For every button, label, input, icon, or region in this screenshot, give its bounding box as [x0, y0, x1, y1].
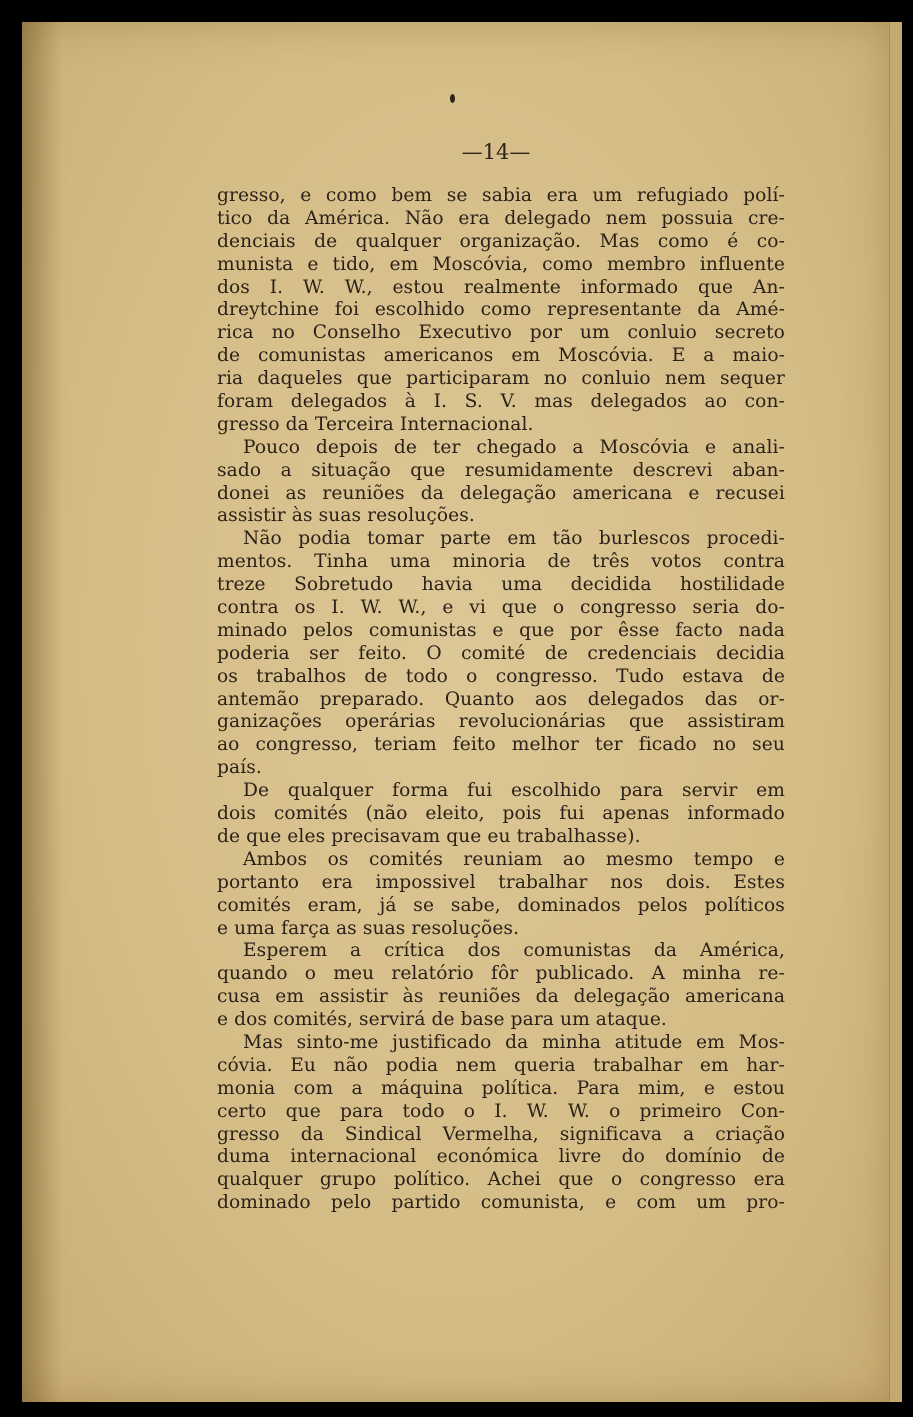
text-line: os trabalhos de todo o congresso. Tudo estava de — [217, 665, 785, 687]
text-line: donei as reuniões da delegação americana e recusei — [217, 482, 785, 504]
text-line: assistir às suas resoluções. — [217, 505, 475, 527]
text-line: contra os I. W. W., e vi que o congresso seria do- — [217, 597, 785, 619]
text-line: dois comités (não eleito, pois fui apenas informado — [217, 803, 785, 825]
text-line: sado a situação que resumidamente descrevi aban- — [217, 459, 785, 481]
text-line: dominado pelo partido comunista, e com um pro- — [217, 1192, 785, 1214]
text-line: Mas sinto-me justificado da minha atitude em Mos- — [243, 1031, 785, 1053]
text-line: cusa em assistir às reuniões da delegação americana — [217, 986, 785, 1008]
text-line: mentos. Tinha uma minoria de três votos contra — [217, 551, 785, 573]
text-line: cóvia. Eu não podia nem queria trabalhar em har- — [217, 1054, 785, 1076]
text-line: comités eram, já se sabe, dominados pelos políticos — [217, 894, 785, 916]
text-line: De qualquer forma fui escolhido para servir em — [243, 780, 785, 802]
text-line: ria daqueles que participaram no conluio nem sequer — [217, 368, 785, 390]
text-line: tico da América. Não era delegado nem possuia cre- — [217, 207, 785, 229]
text-line: dreytchine foi escolhido como representante da Amé- — [217, 299, 785, 321]
text-line: dos I. W. W., estou realmente informado que An- — [217, 276, 785, 298]
text-line: Esperem a crítica dos comunistas da América, — [243, 940, 785, 962]
text-line: denciais de qualquer organização. Mas como é co- — [217, 230, 785, 252]
text-line: munista e tido, em Moscóvia, como membro influente — [217, 253, 785, 275]
text-line: poderia ser feito. O comité de credenciais decidia — [217, 642, 785, 664]
text-line: gresso da Terceira Internacional. — [217, 413, 534, 435]
text-line: antemão preparado. Quanto aos delegados das or- — [217, 688, 785, 710]
text-line: portanto era impossivel trabalhar nos dois. Estes — [217, 871, 785, 893]
text-line: e dos comités, servirá de base para um ataque. — [217, 1009, 667, 1031]
text-line: quando o meu relatório fôr publicado. A minha re- — [217, 963, 785, 985]
text-line: gresso, e como bem se sabia era um refugiado polí- — [217, 185, 785, 206]
text-line: ganizações operárias revolucionárias que assistiram — [217, 711, 785, 733]
text-line: qualquer grupo político. Achei que o congresso era — [217, 1169, 785, 1191]
text-line: gresso da Sindical Vermelha, significava a criação — [217, 1123, 785, 1145]
text-line: rica no Conselho Executivo por um conluio secreto — [217, 322, 785, 344]
spine-shadow — [22, 22, 62, 1402]
text-line: e uma farça as suas resoluções. — [217, 917, 520, 939]
text-line: minado pelos comunistas e que por êsse facto nada — [217, 619, 785, 641]
body-text — [217, 185, 785, 1215]
text-line: ao congresso, teriam feito melhor ter ficado no seu — [217, 734, 785, 756]
text-line: foram delegados à I. S. V. mas delegados ao con- — [217, 391, 785, 413]
page-edge — [889, 22, 902, 1402]
text-line: treze Sobretudo havia uma decidida hostilidade — [217, 574, 785, 596]
text-line: de que eles precisavam que eu trabalhasse). — [217, 825, 641, 847]
text-line: Ambos os comités reuniam ao mesmo tempo e — [243, 848, 785, 870]
text-line: certo que para todo o I. W. W. o primeiro Con- — [217, 1100, 785, 1122]
book-page — [22, 22, 890, 1402]
text-line: Pouco depois de ter chegado a Moscóvia e anali- — [243, 436, 785, 458]
page-number: —14— — [461, 140, 531, 164]
ink-dot — [450, 94, 455, 103]
text-line: monia com a máquina política. Para mim, e estou — [217, 1077, 785, 1099]
text-line: duma internacional económica livre do domínio de — [217, 1146, 785, 1168]
text-line: país. — [217, 757, 262, 779]
text-line: Não podia tomar parte em tão burlescos procedi- — [243, 528, 785, 550]
text-line: de comunistas americanos em Moscóvia. E a maio- — [217, 345, 785, 367]
